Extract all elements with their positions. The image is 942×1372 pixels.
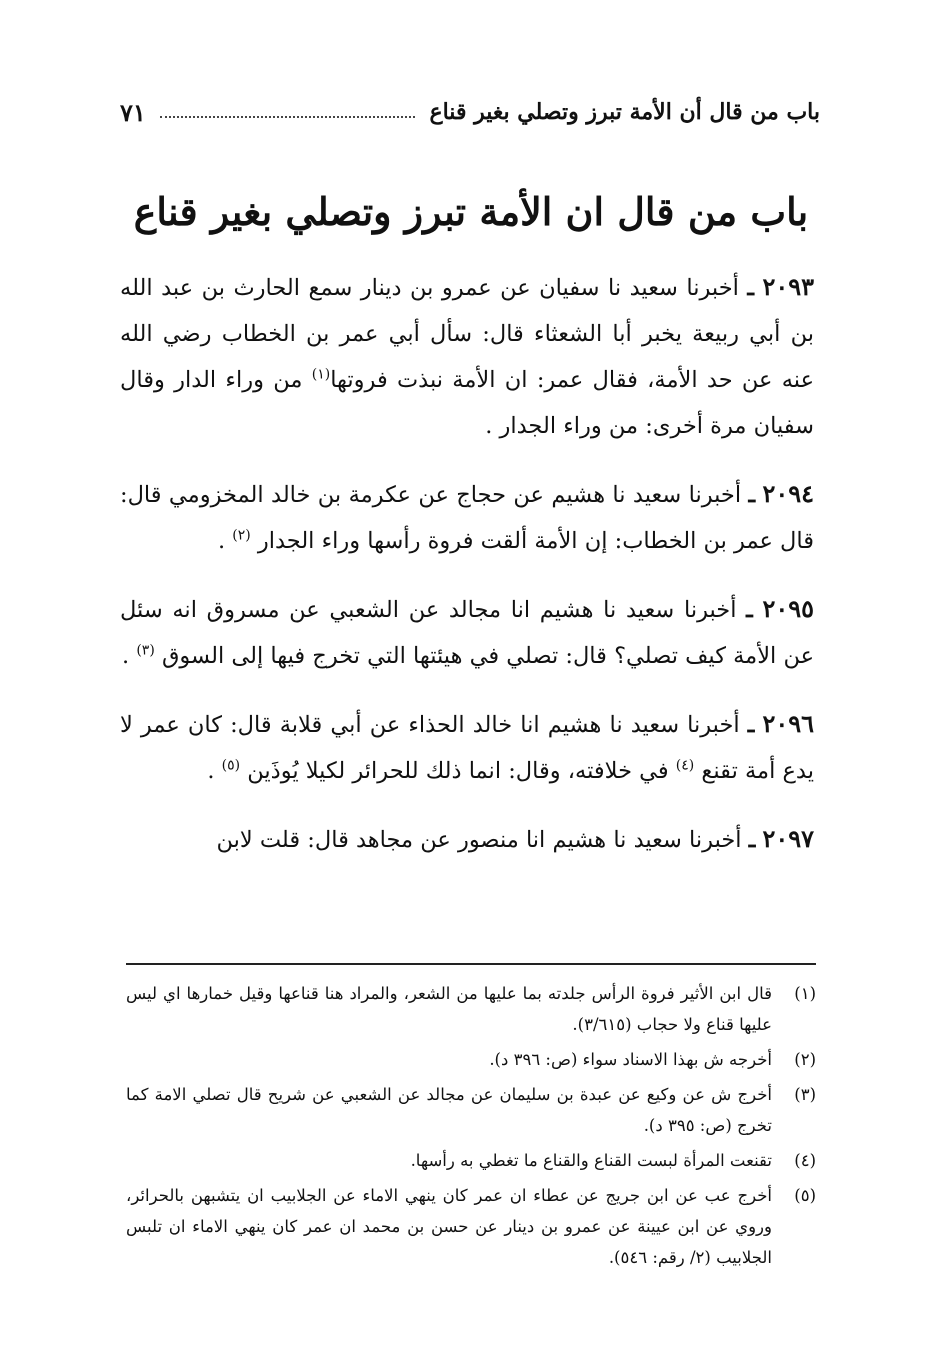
footnote-text: أخرج عب عن ابن جريج عن عطاء ان عمر كان ينهي الاماء عن الجلابيب ان يتشبهن بالحرائر، وروي عن ابن عيينة عن عمرو بن دينار عن حسن بن محمد ان عمر كان ينهي الاماء ان تلبس الجلابيب (٢/ رقم: ٥٤٦). (126, 1186, 772, 1267)
hadith-text-continued: في خلافته، وقال: انما ذلك للحرائر لكيلا يُوذَين (247, 758, 669, 784)
footnote-number: (١) (794, 984, 816, 1003)
hadith-dash: ـ (746, 597, 753, 623)
footnote-text: أخرجه ش بهذا الاسناد سواء (ص: ٣٩٦ د). (489, 1050, 772, 1069)
footnote-4 (126, 1145, 816, 1176)
hadith-text: أخبرنا سعيد نا هشيم انا خالد الحذاء عن أبي قلابة قال: كان عمر لا يدع أمة تقنع (120, 712, 814, 784)
hadith-text: أخبرنا سعيد نا سفيان عن عمرو بن دينار سمع الحارث بن عبد الله بن أبي ربيعة يخبر أبا الشعثاء قال: سأل أبي عمر بن الخطاب رضي الله عنه عن حد الأمة، فقال عمر: ان الأمة نبذت فروتها (120, 275, 814, 393)
hadith-dash: ـ (747, 712, 755, 738)
hadith-text-continued: . (122, 643, 130, 669)
footnote-reference: (٣) (136, 642, 155, 659)
footnote-number: (٣) (794, 1085, 816, 1104)
hadith-text-end: . (207, 758, 215, 784)
hadith-number: ٢٠٩٥ (762, 594, 815, 623)
hadith-dash: ـ (747, 275, 754, 301)
hadith-number: ٢٠٩٤ (762, 479, 814, 508)
hadith-number: ٢٠٩٦ (762, 709, 815, 738)
hadith-2094 (120, 471, 814, 564)
footnote-reference: (١) (311, 366, 331, 383)
hadith-dash: ـ (748, 827, 756, 853)
header-dotted-leader (160, 116, 416, 118)
footnote-text: أخرج ش عن وكيع عن عبدة بن سليمان عن مجالد عن الشعبي عن شريح قال تصلي الامة كما تخرج (ص: ٣٩٥ د). (126, 1085, 772, 1135)
hadith-2097 (120, 816, 814, 863)
hadith-text: أخبرنا سعيد نا هشيم عن حجاج عن عكرمة بن خالد المخزومي قال: قال عمر بن الخطاب: إن الأمة ألقت فروة رأسها وراء الجدار (120, 482, 814, 554)
footnote-3 (126, 1079, 816, 1141)
hadith-number: ٢٠٩٣ (762, 272, 814, 301)
page-number: ٧١ (120, 97, 146, 127)
chapter-title: باب من قال ان الأمة تبرز وتصلي بغير قناع (133, 189, 809, 234)
hadith-number: ٢٠٩٧ (762, 824, 814, 853)
footnote-separator (126, 963, 816, 965)
footnote-number: (٤) (794, 1151, 816, 1170)
hadith-text: أخبرنا سعيد نا هشيم انا منصور عن مجاهد قال: قلت لابن (216, 827, 742, 853)
running-title: باب من قال أن الأمة تبرز وتصلي بغير قناع (429, 99, 820, 125)
footnote-reference: (٤) (675, 757, 695, 774)
footnote-number: (٢) (794, 1050, 816, 1069)
footnote-reference-2: (٥) (221, 757, 241, 774)
hadith-2095 (120, 586, 814, 679)
footnotes-section (126, 978, 816, 1277)
footnote-text: قال ابن الأثير فروة الرأس جلدته بما عليها من الشعر، والمراد هنا قناعها وقيل خمارها اي ليس عليها قناع ولا حجاب (٣/٦١٥). (126, 984, 772, 1034)
footnote-number: (٥) (794, 1186, 816, 1205)
footnote-reference: (٢) (232, 527, 251, 544)
running-header (120, 92, 820, 132)
footnote-2 (126, 1044, 816, 1075)
hadith-2093 (120, 264, 814, 449)
hadith-text: أخبرنا سعيد نا هشيم انا مجالد عن الشعبي عن مسروق انه سئل عن الأمة كيف تصلي؟ قال: تصلي في هيئتها التي تخرج فيها إلى السوق (120, 597, 814, 669)
footnote-5 (126, 1180, 816, 1273)
footnote-1 (126, 978, 816, 1040)
hadith-text-continued: . (217, 528, 226, 554)
hadith-2096 (120, 701, 814, 794)
main-text (120, 264, 814, 885)
footnote-text: تقنعت المرأة لبست القناع والقناع ما تغطي به رأسها. (410, 1151, 772, 1170)
hadith-text-continued: من وراء الدار وقال سفيان مرة أخرى: من وراء الجدار . (120, 367, 814, 439)
hadith-dash: ـ (748, 482, 756, 508)
